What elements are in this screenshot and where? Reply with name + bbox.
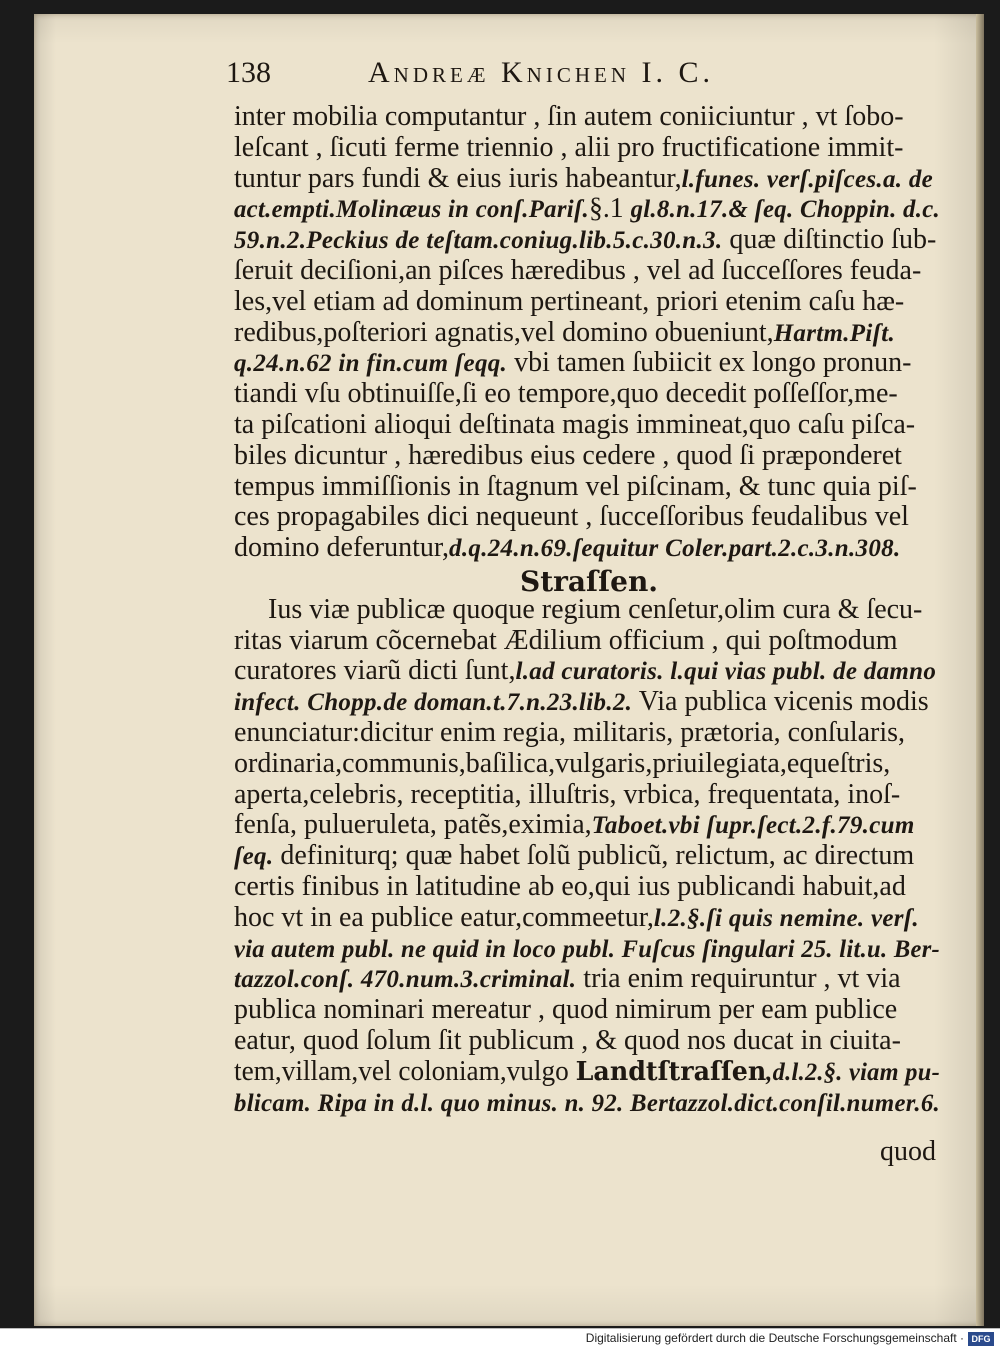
citation-text: l.2.§.ſi quis nemine. verſ. — [653, 904, 919, 932]
text-span: fenſa, pulueruleta, patẽs,eximia, — [234, 809, 592, 841]
text-span: ritas viarum cõcernebat Ædilium officium , qui poſtmodum — [234, 624, 898, 656]
text-span: tempus immiſſionis in ſtagnum vel piſcinam, & tunc quia piſ- — [234, 470, 917, 502]
catchword: quod — [880, 1136, 936, 1167]
section-heading: Straſſen. — [520, 565, 659, 598]
text-span: ordinaria,communis,baſilica,vulgaris,priuilegiata,equeſtris, — [234, 747, 891, 779]
footer-credit: Digitalisierung gefördert durch die Deutsche Forschungsgemeinschaft · — [585, 1331, 964, 1345]
text-span: quæ diſtinctio ſub- — [722, 224, 937, 256]
text-span: curatores viarũ dicti ſunt, — [234, 655, 516, 687]
text-span: hoc vt in ea publice eatur,commeetur, — [234, 901, 654, 933]
citation-text: Taboet.vbi ſupr.ſect.2.f.79.cum — [591, 812, 915, 840]
running-head: Andreæ Knichen I. C. — [368, 56, 714, 89]
citation-text: infect. Chopp.de doman.t.7.n.23.lib.2. — [234, 689, 633, 717]
citation-text: tazzol.conſ. 470.num.3.criminal. — [234, 966, 577, 994]
citation-text: ſeq. — [234, 843, 274, 871]
text-span: domino deferuntur, — [234, 532, 450, 564]
dfg-logo: DFG — [968, 1332, 994, 1346]
text-span: tem,villam,vel coloniam,vulgo — [234, 1055, 576, 1087]
citation-text: via autem publ. ne quid in loco publ. Fuſcus ſingulari 25. lit.u. Ber- — [234, 935, 941, 963]
page-number: 138 — [226, 56, 271, 89]
text-span: eatur, quod ſolum ſit publicum , & quod nos ducat in ciuita- — [234, 1025, 901, 1056]
text-span: publica nominari mereatur , quod nimirum per eam publice — [234, 994, 898, 1026]
text-span: ces propagabiles dici nequeunt , ſucceſſoribus feudalibus vel — [234, 501, 909, 533]
text-line — [234, 529, 901, 568]
citation-text: q.24.n.62 in fin.cum ſeqq. — [234, 350, 508, 378]
text-span: tiandi vſu obtinuiſſe,ſi eo tempore,quo decedit poſſeſſor,me- — [234, 378, 898, 410]
text-span: §.1 — [588, 193, 631, 225]
citation-text: gl.8.n.17.& ſeq. Choppin. d.c. — [630, 196, 940, 224]
footer-bar — [0, 1328, 1000, 1350]
citation-text: l.ad curatoris. l.qui vias publ. de damno — [515, 658, 937, 686]
blackletter-word: Landtſtraſſen — [575, 1056, 767, 1087]
text-span: Ius viæ publicæ quoque regium cenſetur,olim cura & ſecu- — [268, 593, 923, 625]
text-span: redibus,poſteriori agnatis,vel domino obueniunt, — [234, 316, 774, 348]
text-span: tria enim requiruntur , vt via — [576, 963, 901, 995]
citation-text: 59.n.2.Peckius de teſtam.coniug.lib.5.c.30.n.3. — [234, 227, 723, 255]
text-span: les,vel etiam ad dominum pertineant, priori etenim caſu hæ- — [234, 285, 905, 317]
text-span: enunciatur:dicitur enim regia, militaris, prætoria, conſularis, — [234, 717, 906, 748]
text-span: certis finibus in latitudine ab eo,qui ius publicandi habuit,ad — [234, 871, 906, 902]
text-span: ta piſcationi alioqui deſtinata magis immineat,quo caſu piſca- — [234, 409, 916, 440]
citation-text: blicam. Ripa in d.l. quo minus. n. 92. Bertazzol.dict.conſil.numer.6. — [234, 1089, 941, 1117]
citation-text: l.funes. verſ.piſces.a. de — [681, 165, 934, 193]
citation-text: d.q.24.n.69.ſequitur Coler.part.2.c.3.n.308. — [449, 535, 901, 563]
text-line — [234, 1084, 940, 1123]
text-span: inter mobilia computantur , ſin autem coniiciuntur , vt ſobo- — [234, 101, 904, 132]
text-span: leſcant , ſicuti ferme triennio , alii pro fructificatione immit- — [234, 131, 904, 163]
text-span: biles dicuntur , hæredibus eius cedere , quod ſi præponderet — [234, 439, 902, 471]
text-span: vbi tamen ſubiicit ex longo pronun- — [507, 347, 912, 379]
text-span: ſeruit deciſioni,an piſces hæredibus , vel ad ſucceſſores feuda- — [234, 255, 922, 286]
citation-text: act.empti.Molinæus in conſ.Pariſ. — [234, 196, 589, 224]
text-span: definiturq; quæ habet ſolũ publicũ, relictum, ac directum — [273, 840, 915, 872]
citation-text: ,d.l.2.§. viam pu- — [766, 1058, 940, 1086]
text-span: Via publica vicenis modis — [632, 686, 929, 718]
text-span: aperta,celebris, receptitia, illuſtris, vrbica, frequentata, inoſ- — [234, 778, 901, 810]
citation-text: Hartm.Piſt. — [773, 319, 896, 347]
text-span: tuntur pars fundi & eius iuris habeantur, — [234, 162, 682, 194]
